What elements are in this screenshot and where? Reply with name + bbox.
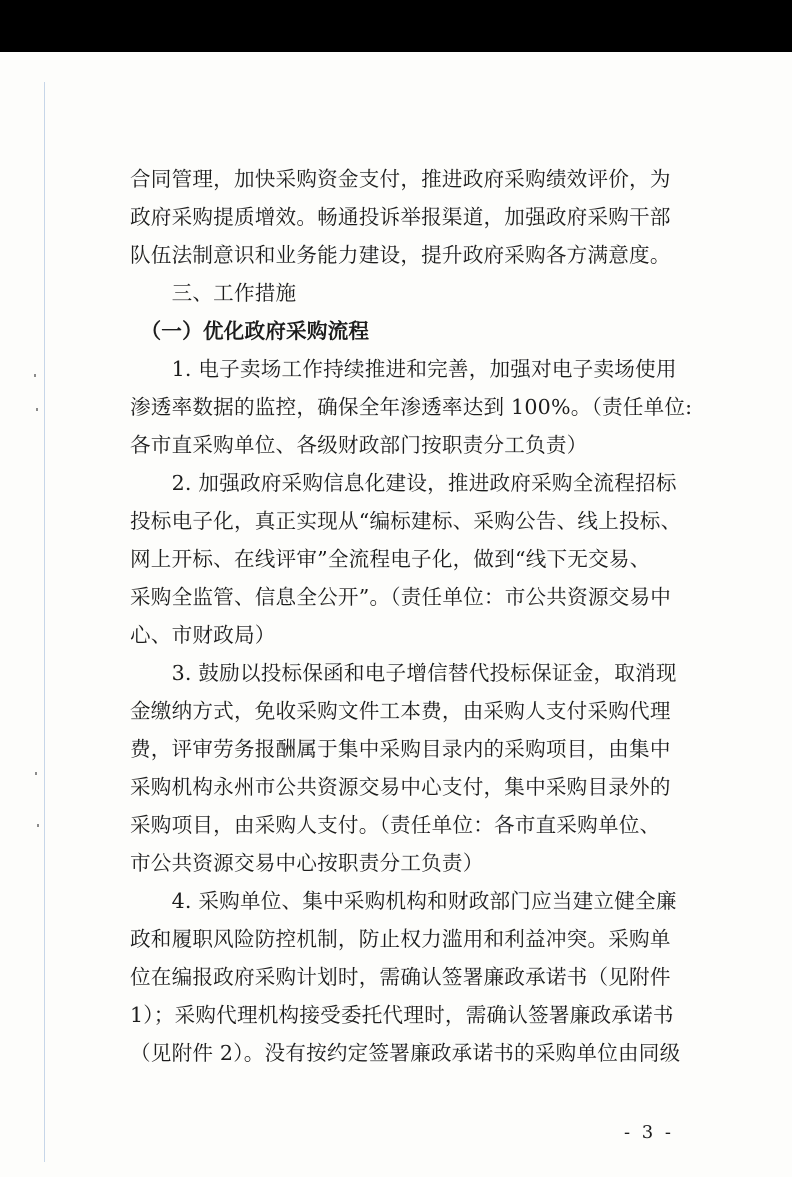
text-line: 2. 加强政府采购信息化建设，推进政府采购全流程招标 bbox=[130, 471, 677, 495]
text-line: 合同管理，加快采购资金支付，推进政府采购绩效评价，为 bbox=[130, 167, 671, 191]
text-line: 政和履职风险防控机制，防止权力滥用和利益冲突。采购单 bbox=[130, 927, 671, 951]
text-line: 市公共资源交易中心按职责分工负责） bbox=[130, 851, 484, 875]
text-line: （见附件 2）。没有按约定签署廉政承诺书的采购单位由同级 bbox=[130, 1041, 681, 1065]
text-line: 1）；采购代理机构接受委托代理时，需确认签署廉政承诺书 bbox=[130, 1003, 674, 1027]
text-line: 采购全监管、信息全公开”。（责任单位：市公共资源交易中 bbox=[130, 585, 672, 609]
page-number: - 3 - bbox=[623, 1122, 674, 1143]
text-line: 渗透率数据的监控，确保全年渗透率达到 100%。（责任单位: bbox=[130, 395, 693, 419]
text-line: 1. 电子卖场工作持续推进和完善，加强对电子卖场使用 bbox=[130, 357, 677, 381]
scan-speck bbox=[35, 772, 37, 775]
text-line: 心、市财政局） bbox=[130, 623, 276, 647]
text-line: 3. 鼓励以投标保函和电子增信替代投标保证金，取消现 bbox=[130, 661, 677, 685]
subsection-heading: （一）优化政府采购流程 bbox=[130, 319, 370, 343]
text-line: 费，评审劳务报酬属于集中采购目录内的采购项目，由集中 bbox=[130, 737, 671, 761]
text-line: 队伍法制意识和业务能力建设，提升政府采购各方满意度。 bbox=[130, 243, 671, 267]
text-line: 采购项目，由采购人支付。（责任单位：各市直采购单位、 bbox=[130, 813, 661, 837]
margin-guide-line bbox=[44, 82, 45, 1162]
scan-speck bbox=[34, 374, 36, 377]
section-heading: 三、工作措施 bbox=[130, 281, 297, 305]
scan-speck bbox=[36, 408, 38, 411]
scan-top-border bbox=[0, 0, 792, 52]
body-text bbox=[130, 160, 693, 1072]
document-page bbox=[0, 52, 792, 1177]
text-line: 政府采购提质增效。畅通投诉举报渠道，加强政府采购干部 bbox=[130, 205, 671, 229]
text-line: 金缴纳方式，免收采购文件工本费，由采购人支付采购代理 bbox=[130, 699, 671, 723]
text-line: 各市直采购单位、各级财政部门按职责分工负责） bbox=[130, 433, 588, 457]
text-line: 网上开标、在线评审”全流程电子化，做到“线下无交易、 bbox=[130, 547, 651, 571]
text-line: 4. 采购单位、集中采购机构和财政部门应当建立健全廉 bbox=[130, 889, 677, 913]
text-line: 采购机构永州市公共资源交易中心支付，集中采购目录外的 bbox=[130, 775, 671, 799]
text-line: 位在编报政府采购计划时，需确认签署廉政承诺书（见附件 bbox=[130, 965, 671, 989]
text-line: 投标电子化，真正实现从“编标建标、采购公告、线上投标、 bbox=[130, 509, 682, 533]
scan-speck bbox=[37, 824, 39, 827]
